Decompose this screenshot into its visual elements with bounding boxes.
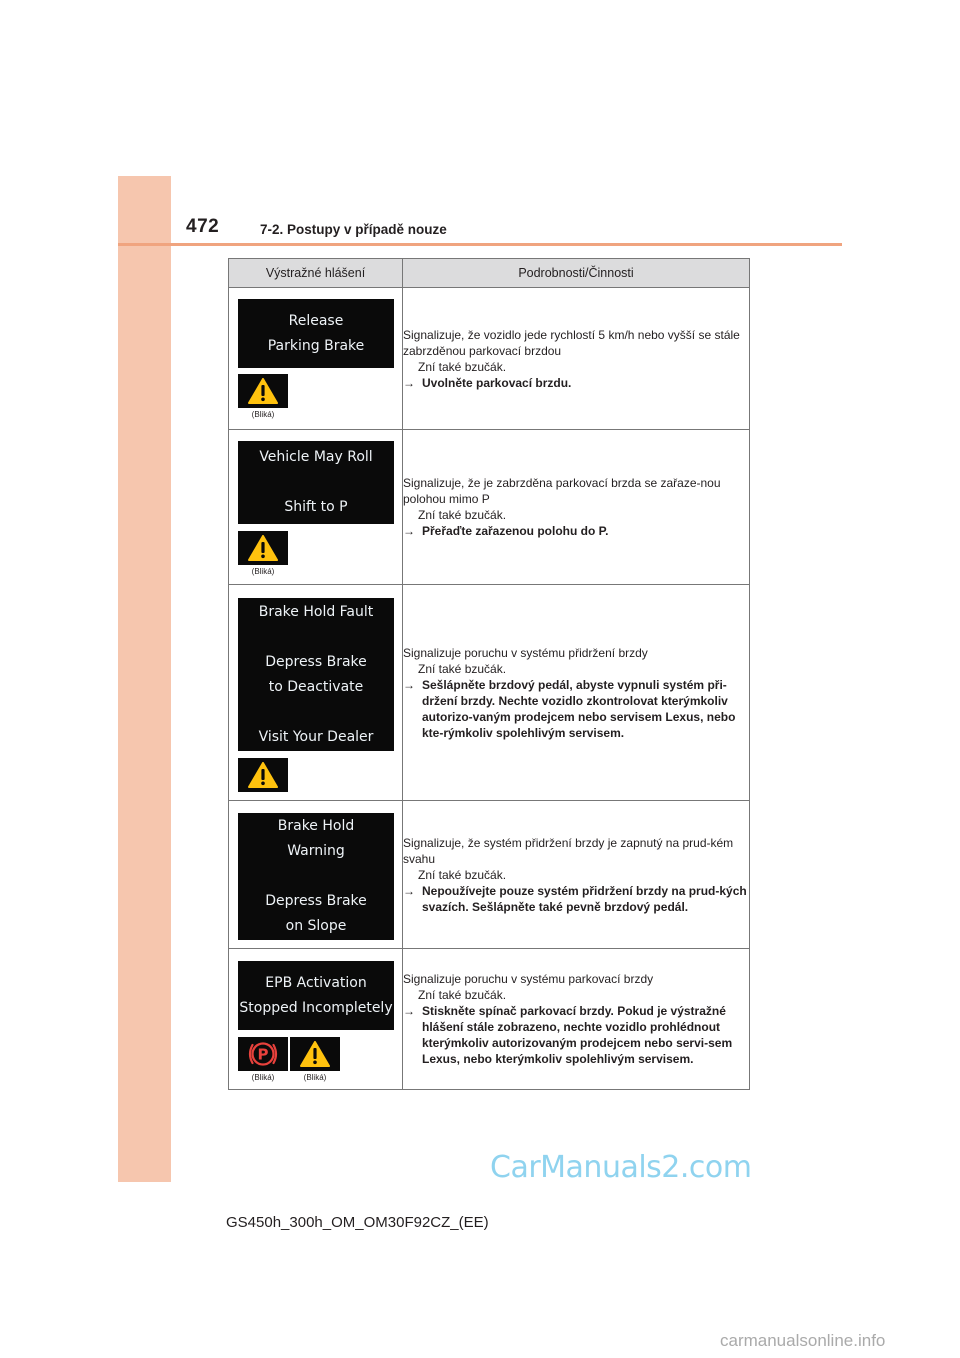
display-spacer [238, 470, 394, 495]
table-header-row [229, 259, 750, 288]
table-row [229, 288, 750, 430]
action-text [403, 677, 749, 741]
buzzer-text: Zní také bzučák. [418, 359, 507, 374]
action-label: Stiskněte spínač parkovací brzdy. Pokud je výstražné hlášení stále zobrazeno, nechte vozidlo prohlédnout kterýmkoliv autorizovaným prodejcem nebo servi-sem Lexus, nebo kterýmkoliv spolehlivým servisem. [422, 1004, 733, 1066]
blink-label: (Bliká) [251, 567, 275, 576]
blink-label: (Bliká) [251, 1073, 275, 1082]
warning-triangle-icon [238, 758, 288, 792]
display-line: Stopped Incompletely [239, 999, 393, 1016]
condition-text: Signalizuje, že systém přidržení brzdy je zapnutý na prud-kém svahu [403, 835, 734, 866]
display-spacer [238, 864, 394, 889]
buzzer-text: Zní také bzučák. [418, 508, 507, 522]
details-cell [403, 430, 750, 585]
display-spacer [238, 700, 394, 725]
message-cell [229, 430, 403, 585]
display-spacer [238, 625, 394, 650]
action-label: Nepoužívejte pouze systém přidržení brzdy na prud-kých svazích. Sešlápněte také pevně brzdový pedál. [422, 883, 747, 914]
action-text [403, 523, 749, 539]
message-cell [229, 949, 403, 1090]
details-cell [403, 949, 750, 1090]
warning-triangle-icon [238, 531, 288, 565]
condition-text: Signalizuje, že je zabrzděna parkovací brzda se zařaze-nou polohou mimo P [403, 476, 721, 506]
parking-brake-icon [238, 1037, 288, 1071]
blink-label: (Bliká) [303, 1073, 327, 1082]
condition-text: Signalizuje poruchu v systému přidržení brzdy [403, 645, 648, 660]
display-line: Brake Hold [277, 818, 355, 834]
table-row [229, 949, 750, 1090]
action-text [403, 1003, 749, 1067]
buzzer-text: Zní také bzučák. [418, 988, 507, 1002]
details-cell [403, 801, 750, 949]
arrow-icon: → [403, 883, 415, 898]
column-header-details: Podrobnosti/Činnosti [403, 259, 750, 288]
table-row [229, 801, 750, 949]
page-number: 472 [186, 216, 220, 237]
warning-display [238, 961, 394, 1030]
arrow-icon: → [403, 1004, 415, 1018]
display-line: on Slope [285, 918, 347, 934]
display-line: Shift to P [284, 499, 348, 515]
warning-display [238, 813, 394, 940]
chapter-side-tab [118, 176, 171, 1182]
display-line: Visit Your Dealer [258, 728, 374, 745]
display-line: Depress Brake [265, 893, 367, 909]
message-cell [229, 585, 403, 801]
watermark-carmanualsonline: carmanualsonline.info [720, 1331, 886, 1350]
warning-display [238, 441, 394, 524]
table-row [229, 430, 750, 585]
buzzer-text: Zní také bzučák. [418, 661, 507, 676]
table-row [229, 585, 750, 801]
warning-triangle-icon [238, 374, 288, 408]
header-rule [118, 243, 842, 246]
action-text [403, 883, 749, 915]
display-line: Release [288, 312, 344, 329]
svg-text:P: P [257, 1045, 269, 1064]
warning-triangle-icon [290, 1037, 340, 1071]
footer-document-code: GS450h_300h_OM_OM30F92CZ_(EE) [226, 1214, 489, 1231]
display-line: Brake Hold Fault [258, 603, 374, 620]
details-cell [403, 585, 750, 801]
display-line: Depress Brake [265, 653, 367, 670]
watermark-carmanuals2: CarManuals2.com [490, 1150, 752, 1185]
details-cell [403, 288, 750, 430]
warning-messages-table [228, 258, 750, 1090]
condition-text: Signalizuje, že vozidlo jede rychlostí 5 km/h nebo vyšší se stále zabrzděnou parkovací brzdou [403, 327, 740, 358]
action-text [403, 375, 749, 391]
section-title: 7-2. Postupy v případě nouze [260, 222, 447, 237]
column-header-message: Výstražné hlášení [229, 259, 403, 288]
warning-display [238, 299, 394, 368]
message-cell [229, 288, 403, 430]
action-label: Přeřaďte zařazenou polohu do P. [422, 524, 609, 538]
display-line: Warning [287, 843, 345, 859]
arrow-icon: → [403, 524, 415, 538]
action-label: Sešlápněte brzdový pedál, abyste vypnuli systém při-držení brzdy. Nechte vozidlo zkontrolovat kterýmkoliv autorizo-vaným prodejcem nebo servisem Lexus, nebo kte-rýmkoliv spolehlivým servisem. [422, 677, 736, 740]
condition-text: Signalizuje poruchu v systému parkovací brzdy [403, 972, 654, 986]
arrow-icon: → [403, 375, 415, 390]
action-label: Uvolněte parkovací brzdu. [422, 375, 572, 390]
display-line: EPB Activation [265, 974, 367, 991]
display-line: to Deactivate [268, 678, 364, 695]
blink-label: (Bliká) [251, 410, 275, 419]
warning-display [238, 598, 394, 751]
display-line: Parking Brake [267, 337, 365, 354]
arrow-icon: → [403, 677, 415, 692]
message-cell [229, 801, 403, 949]
buzzer-text: Zní také bzučák. [418, 867, 507, 882]
display-line: Vehicle May Roll [259, 449, 373, 465]
